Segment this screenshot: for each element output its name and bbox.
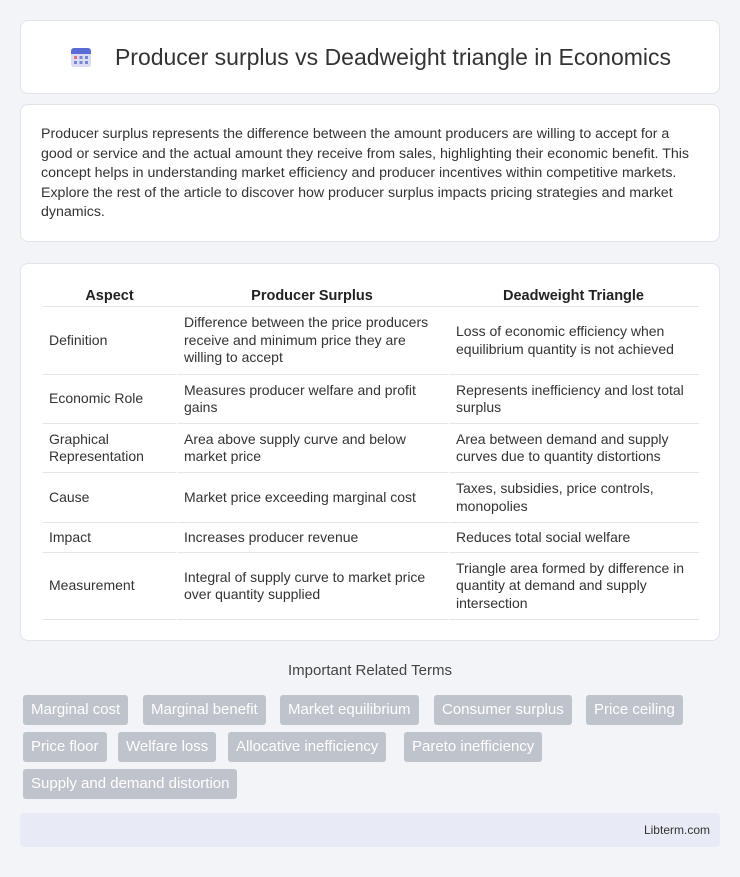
table-row <box>43 523 699 553</box>
table-row <box>43 553 699 620</box>
cell-deadweight-triangle: Represents inefficiency and lost total surplus <box>448 375 699 424</box>
footer-site-link[interactable]: Libterm.com <box>643 823 710 837</box>
tag-price-ceiling[interactable]: Price ceiling <box>586 695 683 725</box>
cell-aspect: Cause <box>43 473 176 523</box>
footer <box>20 813 720 847</box>
tag-price-floor[interactable]: Price floor <box>23 732 107 762</box>
table-row <box>43 307 699 375</box>
intro-card <box>20 104 720 242</box>
cell-deadweight-triangle: Reduces total social welfare <box>448 523 699 553</box>
cell-aspect: Measurement <box>43 553 176 620</box>
cell-deadweight-triangle: Loss of economic efficiency when equilibrium quantity is not achieved <box>448 307 699 375</box>
tag-allocative-inefficiency[interactable]: Allocative inefficiency <box>228 732 386 762</box>
header-aspect: Aspect <box>43 284 176 307</box>
cell-deadweight-triangle: Area between demand and supply curves due to quantity distortions <box>448 424 699 473</box>
cell-aspect: Definition <box>43 307 176 375</box>
cell-producer-surplus: Difference between the price producers receive and minimum price they are willing to accept <box>176 307 448 375</box>
tag-marginal-benefit[interactable]: Marginal benefit <box>143 695 266 725</box>
cell-producer-surplus: Integral of supply curve to market price over quantity supplied <box>176 553 448 620</box>
table-header-row <box>43 284 699 307</box>
cell-producer-surplus: Market price exceeding marginal cost <box>176 473 448 523</box>
cell-producer-surplus: Measures producer welfare and profit gains <box>176 375 448 424</box>
cell-aspect: Graphical Representation <box>43 424 176 473</box>
cell-deadweight-triangle: Triangle area formed by difference in quantity at demand and supply intersection <box>448 553 699 620</box>
cell-producer-surplus: Increases producer revenue <box>176 523 448 553</box>
related-terms-title: Important Related Terms <box>288 662 452 679</box>
page-title: Producer surplus vs Deadweight triangle in Economics <box>114 43 672 70</box>
comparison-table-card <box>20 263 720 641</box>
intro-text: Producer surplus represents the difference between the amount producers are willing to accept for a good or service and the actual amount they receive from sales, highlighting their economic benefit. This concept helps in understanding market efficiency and producer incentives within competitive markets. Explore the rest of the article to discover how producer surplus impacts pricing strategies and market dynamics. <box>41 126 689 220</box>
cell-aspect: Economic Role <box>43 375 176 424</box>
calendar-grid-icon <box>69 45 93 69</box>
tag-marginal-cost[interactable]: Marginal cost <box>23 695 128 725</box>
header-deadweight-triangle: Deadweight Triangle <box>448 284 699 307</box>
tag-consumer-surplus[interactable]: Consumer surplus <box>434 695 572 725</box>
table-row <box>43 473 699 523</box>
comparison-table <box>43 284 699 620</box>
tag-supply-and-demand-distortion[interactable]: Supply and demand distortion <box>23 769 237 799</box>
tag-pareto-inefficiency[interactable]: Pareto inefficiency <box>404 732 542 762</box>
title-card <box>20 20 720 94</box>
header-producer-surplus: Producer Surplus <box>176 284 448 307</box>
table-row <box>43 375 699 424</box>
cell-deadweight-triangle: Taxes, subsidies, price controls, monopolies <box>448 473 699 523</box>
tag-market-equilibrium[interactable]: Market equilibrium <box>280 695 419 725</box>
tag-welfare-loss[interactable]: Welfare loss <box>118 732 216 762</box>
cell-aspect: Impact <box>43 523 176 553</box>
cell-producer-surplus: Area above supply curve and below market price <box>176 424 448 473</box>
table-row <box>43 424 699 473</box>
